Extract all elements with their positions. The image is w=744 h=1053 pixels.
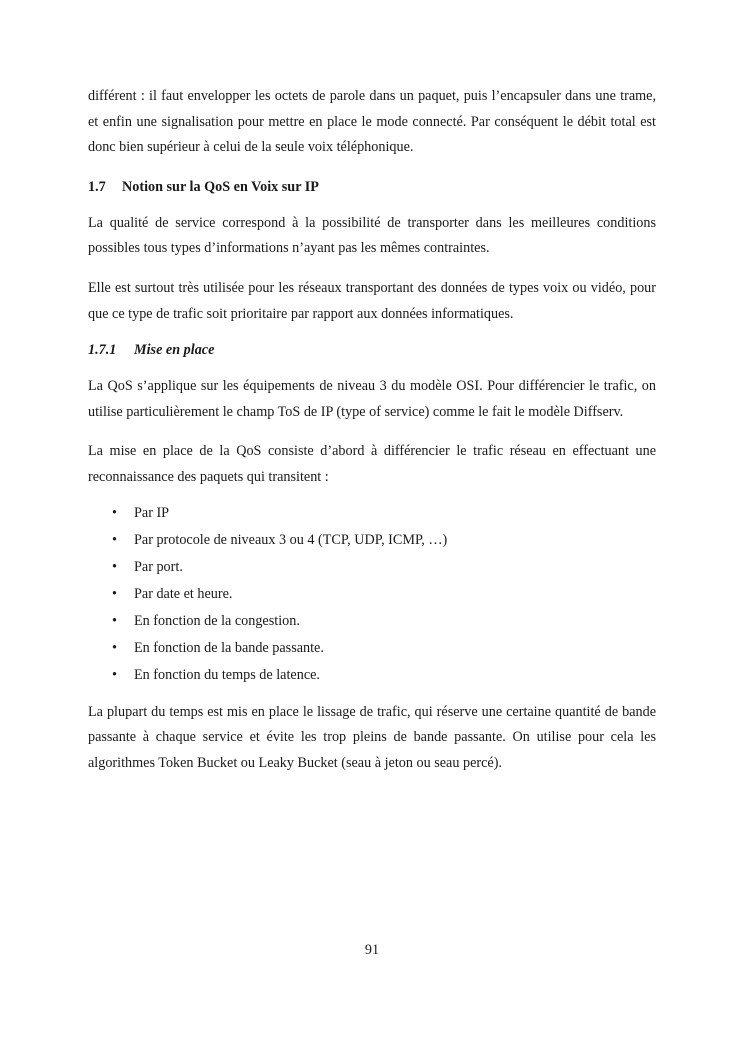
section-paragraph-1: La qualité de service correspond à la possibilité de transporter dans les meilleures conditions possibles tous types d’informations n’ayant pas les mêmes contraintes.	[88, 214, 656, 257]
subsection-heading	[88, 338, 656, 363]
list-item: • Par IP	[88, 500, 656, 527]
bullet-icon: •	[112, 612, 117, 629]
bullet-icon: •	[112, 639, 117, 656]
page-number: 91	[364, 942, 380, 958]
continuation-paragraph: différent : il faut envelopper les octets de parole dans un paquet, puis l’encapsuler dans une trame, et enfin une signalisation pour mettre en place le mode connecté. Par conséquent le débit total est donc bien supérieur à celui de la seule voix téléphonique.	[88, 88, 656, 156]
list-item: • En fonction de la congestion.	[88, 608, 656, 635]
list-item: • En fonction du temps de latence.	[88, 662, 656, 689]
bullet-icon: •	[112, 531, 117, 548]
section-title: Notion sur la QoS en Voix sur IP	[122, 178, 319, 195]
list-item: • Par protocole de niveaux 3 ou 4 (TCP, UDP, ICMP, …)	[88, 527, 656, 554]
section-number: 1.7	[88, 178, 106, 195]
subsection-paragraph-2: La mise en place de la QoS consiste d’abord à différencier le trafic réseau en effectuant une reconnaissance des paquets qui transitent :	[88, 443, 656, 485]
bullet-icon: •	[112, 585, 117, 602]
subsection-paragraph-1: La QoS s’applique sur les équipements de niveau 3 du modèle OSI. Pour différencier le trafic, on utilise particulièrement le champ ToS de IP (type of service) comme le fait le modèle Diffserv.	[88, 378, 656, 420]
bullet-icon: •	[112, 558, 117, 575]
closing-paragraph: La plupart du temps est mis en place le lissage de trafic, qui réserve une certaine quantité de bande passante à chaque service et évite les trop pleins de bande passante. On utilise pour cela les algorithmes Token Bucket ou Leaky Bucket (seau à jeton ou seau percé).	[88, 703, 656, 771]
bullet-icon: •	[112, 666, 117, 683]
subsection-title: Mise en place	[134, 342, 215, 359]
subsection-number: 1.7.1	[88, 342, 117, 359]
recognition-list	[88, 500, 656, 689]
list-item: • En fonction de la bande passante.	[88, 635, 656, 662]
list-item: • Par date et heure.	[88, 581, 656, 608]
bullet-icon: •	[112, 504, 117, 521]
section-heading	[88, 175, 656, 200]
page-body	[88, 84, 656, 790]
section-paragraph-2: Elle est surtout très utilisée pour les réseaux transportant des données de types voix ou vidéo, pour que ce type de trafic soit prioritaire par rapport aux données informatiques.	[88, 279, 656, 322]
list-item: • Par port.	[88, 554, 656, 581]
